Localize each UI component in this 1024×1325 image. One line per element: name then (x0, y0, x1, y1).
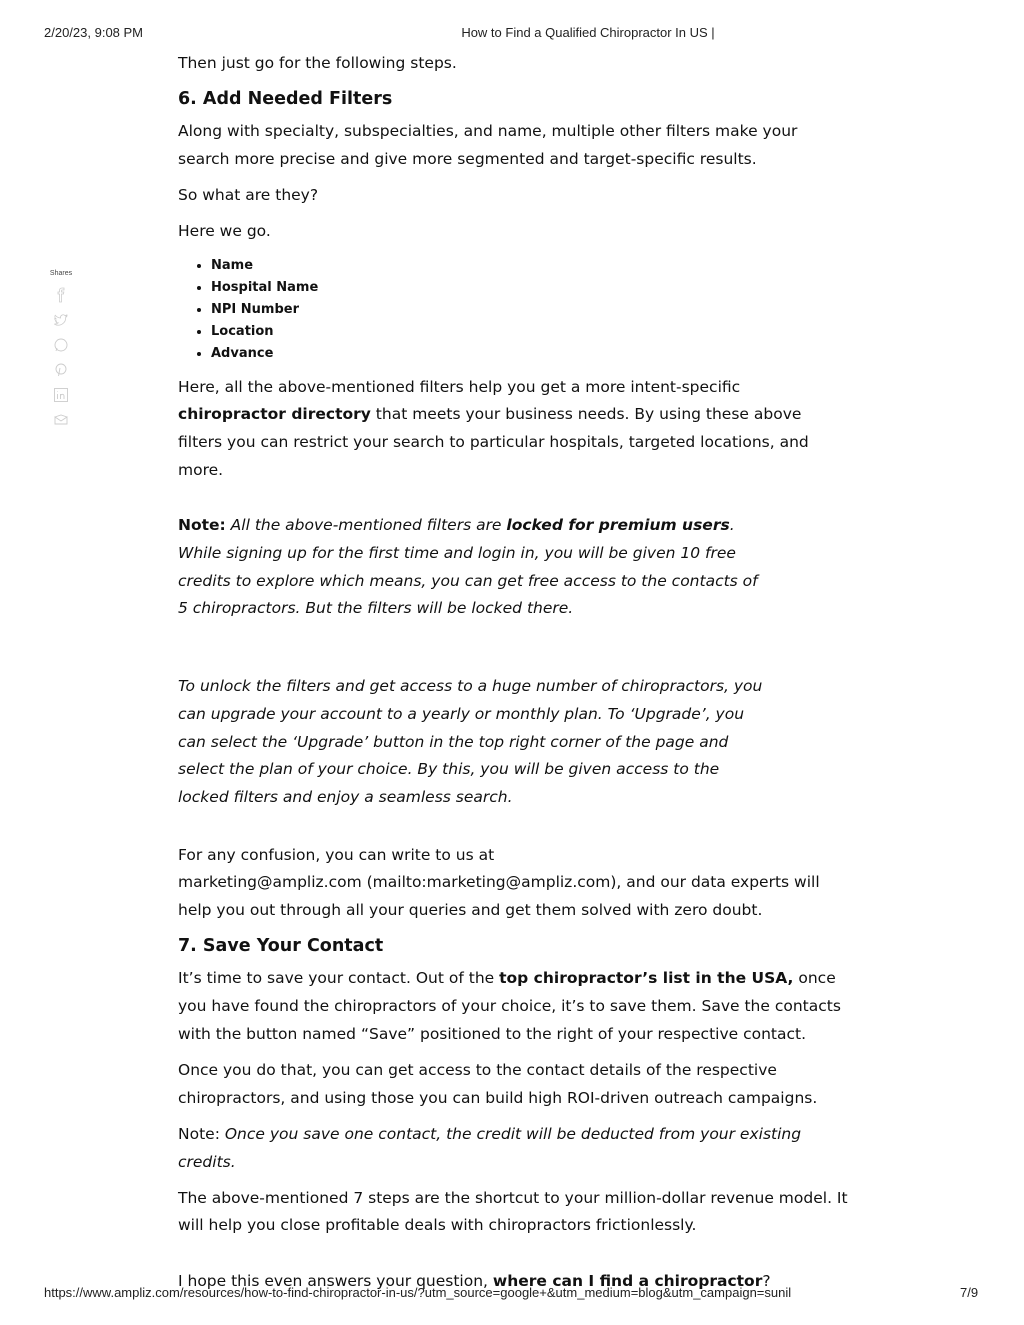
here-we-go-paragraph: Here we go. (178, 222, 271, 241)
page-url: https://www.ampliz.com/resources/how-to-find-chiropractor-in-us/?utm_source=google+&utm_medium=blog&utm_campaign=sunil (44, 1285, 792, 1300)
bold-text: chiropractor directory (178, 405, 371, 424)
facebook-icon[interactable] (53, 287, 69, 303)
share-label: Shares (49, 270, 73, 277)
pinterest-icon[interactable] (53, 362, 69, 378)
list-item: • Name (211, 255, 848, 277)
intro-paragraph: Then just go for the following steps. (178, 54, 457, 72)
whatsapp-icon[interactable] (53, 337, 69, 353)
list-item: • Advance (211, 343, 848, 365)
text-span: that meets your business needs. By using these above filters you can restrict your search to particular hospitals, targeted locations, and more. (178, 405, 809, 479)
italic-text: Once you save one contact, the credit will be deducted from your existing credits. (178, 1124, 802, 1171)
text-span: It’s time to save your contact. Out of the (178, 969, 500, 988)
text-span: ? (762, 1272, 771, 1291)
premium-note (178, 512, 768, 623)
text-span: once you have found the chiropractors of your choice, it’s to save them. Save the contacts with the button named “Save” positioned to the right of your respective contact. (178, 969, 841, 1043)
upgrade-note: To unlock the filters and get access to a huge number of chiropractors, you can upgrade your account to a yearly or monthly plan. To ‘Upgrade’, you can select the ‘Upgrade’ button in the top right corner of the page and select the plan of your choice. By this, you will be given access to the locked filters and enjoy a seamless search. (178, 677, 763, 806)
text-span: I hope this even answers your question, (178, 1272, 493, 1291)
step-6-heading: 6. Add Needed Filters (178, 89, 393, 110)
list-item: • Hospital Name (211, 277, 848, 299)
credit-note (178, 1121, 848, 1176)
email-icon[interactable] (53, 412, 69, 428)
text-span: All the above-mentioned filters are (225, 516, 507, 535)
bold-text: where can I find a chiropractor (492, 1272, 763, 1291)
linkedin-icon[interactable] (53, 387, 69, 403)
contact-paragraph (178, 842, 848, 925)
question-paragraph: So what are they? (178, 186, 319, 205)
filter-list (178, 255, 848, 366)
text-span: Here, all the above-mentioned filters help you get a more intent-specific (178, 377, 741, 396)
once-paragraph: Once you do that, you can get access to the contact details of the respective chiropractors, and using those you can build high ROI-driven outreach campaigns. (178, 1060, 818, 1107)
text-span: . While signing up for the first time and login in, you will be given 10 free credits to explore which means, you can get free access to the contacts of 5 chiropractors. But the filters will be locked there. (178, 516, 758, 618)
text-span: For any confusion, you can write to us at (178, 845, 495, 864)
page-number: 7/9 (960, 1285, 979, 1300)
bold-text: top chiropractor’s list in the USA, (499, 969, 794, 988)
article-body (178, 50, 848, 1304)
save-paragraph (178, 965, 848, 1048)
filters-paragraph: Along with specialty, subspecialties, and name, multiple other filters make your search more precise and give more segmented and target-specific results. (178, 122, 798, 168)
page-title: How to Find a Qualified Chiropractor In US | (461, 25, 715, 40)
list-item: • NPI Number (211, 299, 848, 321)
print-datetime: 2/20/23, 9:08 PM (44, 25, 144, 40)
list-item: • Location (211, 321, 848, 343)
share-bar (40, 270, 82, 437)
note-label: Note: (178, 1124, 225, 1143)
bold-text: locked for premium users (506, 516, 730, 535)
note-label: Note: (178, 516, 226, 535)
email-link-text: marketing@ampliz.com (mailto:marketing@ampliz.com), and our data experts will help you out through all your queries and get them solved with zero doubt. (178, 873, 820, 920)
twitter-icon[interactable] (53, 312, 69, 328)
above-filters-paragraph (178, 374, 848, 485)
step-7-heading: 7. Save Your Contact (178, 936, 384, 957)
steps-paragraph: The above-mentioned 7 steps are the shortcut to your million-dollar revenue model. It will help you close profitable deals with chiropractors frictionlessly. (178, 1188, 848, 1235)
